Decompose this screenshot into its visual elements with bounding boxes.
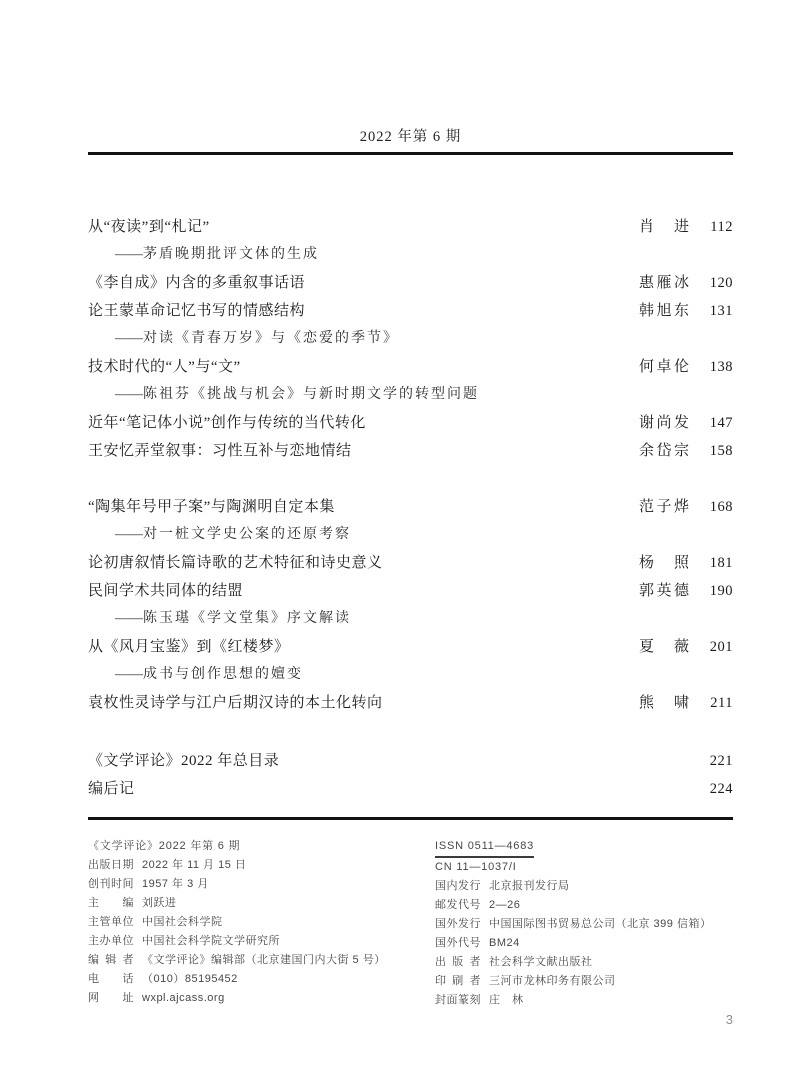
colophon-label: 印 刷 者 [435,974,481,987]
toc-entry [88,409,733,437]
toc-appendix-entry [88,775,733,803]
colophon-line [88,875,435,894]
toc-entry [88,577,733,633]
article-subtitle [88,605,733,633]
toc-entry-line [88,493,733,521]
toc-entry [88,297,733,353]
page-number: 3 [725,1012,733,1027]
colophon-value: 2—26 [489,898,521,911]
toc-list [88,213,733,717]
toc-entry-line [88,577,733,605]
colophon-label: 出版日期 [88,858,134,871]
colophon-value: 三河市龙林印务有限公司 [489,974,616,987]
toc-entry [88,437,733,465]
em-dash: —— [115,386,143,402]
toc-entry-line [88,549,733,577]
article-page-number: 112 [710,218,733,235]
colophon-label: 邮发代号 [435,898,481,911]
toc-entry-line [88,353,733,381]
em-dash: —— [115,610,143,626]
colophon-value: 中国社会科学院文学研究所 [142,934,280,947]
author-page-group [639,437,733,465]
colophon-line [435,934,733,953]
article-title: 论王蒙革命记忆书写的情感结构 [88,302,306,319]
article-author: 谢尚发 [639,414,689,431]
colophon-label: 出 版 者 [435,955,481,968]
article-subtitle-text: 陈祖芬《挑战与机会》与新时期文学的转型问题 [143,386,479,402]
toc-entry [88,269,733,297]
article-title: “陶集年号甲子案”与陶渊明自定本集 [88,498,335,515]
em-dash: —— [115,666,143,682]
article-author: 杨 照 [639,554,689,571]
article-page-number: 211 [710,694,733,711]
article-subtitle-text: 成书与创作思想的嬗变 [143,666,303,682]
author-page-group [639,493,733,521]
colophon-label: 主管单位 [88,915,134,928]
colophon-line [435,896,733,915]
colophon-value: BM24 [489,936,520,949]
colophon-label: 编 辑 者 [88,953,134,966]
colophon-line [88,856,435,875]
colophon-value: wxpl.ajcass.org [142,991,225,1004]
article-subtitle [88,381,733,409]
colophon-value: 北京报刊发行局 [489,879,570,892]
colophon-value: 1957 年 3 月 [142,877,209,890]
toc-entry-line [88,269,733,297]
article-page-number: 181 [709,554,733,571]
appendix-title: 编后记 [88,780,135,797]
colophon-rule [88,817,733,820]
colophon-line [435,837,733,858]
toc-entry-line [88,437,733,465]
toc-entry [88,689,733,717]
colophon-label: 创刊时间 [88,877,134,890]
colophon-line [435,858,733,877]
colophon-line [88,989,435,1008]
article-author: 熊 啸 [639,694,689,711]
appendix-page-number: 224 [709,780,733,797]
colophon-line [88,951,435,970]
colophon-right-column [435,837,733,1010]
colophon-label: 国外代号 [435,936,481,949]
colophon [88,837,733,1010]
colophon-line [435,972,733,991]
article-author: 夏 薇 [639,638,689,655]
toc-entry-line [88,297,733,325]
author-page-group [639,549,733,577]
colophon-label: 国外发行 [435,917,481,930]
colophon-line [88,913,435,932]
article-subtitle-text: 对一桩文学史公案的还原考察 [143,526,351,542]
colophon-line [435,915,733,934]
article-title: 《李自成》内含的多重叙事话语 [88,274,306,291]
article-title: 民间学术共同体的结盟 [88,582,244,599]
author-page-group [639,213,733,241]
author-page-group [639,689,733,717]
issue-header-title: 2022 年第 6 期 [359,129,462,145]
author-page-group [639,297,733,325]
article-page-number: 168 [709,498,733,515]
colophon-value: （010）85195452 [142,972,238,985]
toc-entry-line [88,213,733,241]
colophon-value: 社会科学文献出版社 [489,955,593,968]
article-page-number: 131 [709,302,733,319]
colophon-label: 封面篆刻 [435,993,481,1006]
toc-entry-line [88,633,733,661]
article-title: 技术时代的“人”与“文” [88,358,241,375]
toc-entry [88,493,733,549]
appendix-title: 《文学评论》2022 年总目录 [88,752,280,769]
colophon-label: 网 址 [88,991,134,1004]
colophon-value: 庄 林 [489,993,524,1006]
header-rule [88,152,733,155]
article-title: 论初唐叙情长篇诗歌的艺术特征和诗史意义 [88,554,383,571]
colophon-value: 中国国际图书贸易总公司（北京 399 信箱） [489,917,712,930]
article-author: 郭英德 [639,582,689,599]
article-author: 韩旭东 [639,302,689,319]
colophon-label: 国内发行 [435,879,481,892]
colophon-value: 中国社会科学院 [142,915,223,928]
article-author: 范子烨 [639,498,689,515]
colophon-text-line: CN 11—1037/I [435,860,517,873]
article-page-number: 201 [709,638,733,655]
toc-entry [88,633,733,689]
article-page-number: 147 [709,414,733,431]
colophon-value: 《文学评论》编辑部（北京建国门内大街 5 号） [142,953,386,966]
colophon-line [435,991,733,1010]
article-subtitle [88,325,733,353]
article-page-number: 120 [709,274,733,291]
article-subtitle-text: 茅盾晚期批评文体的生成 [143,246,319,262]
em-dash: —— [115,330,143,346]
colophon-line [435,877,733,896]
toc-entry [88,549,733,577]
article-title: 从“夜读”到“札记” [88,218,210,235]
toc-entry [88,353,733,409]
colophon-line [88,932,435,951]
author-page-group [639,269,733,297]
colophon-line [88,970,435,989]
article-subtitle [88,521,733,549]
article-page-number: 138 [709,358,733,375]
colophon-left-column [88,837,435,1010]
colophon-line [88,894,435,913]
article-title: 从《风月宝鉴》到《红楼梦》 [88,638,290,655]
colophon-value: 刘跃进 [142,896,177,909]
article-title: 袁枚性灵诗学与江户后期汉诗的本土化转向 [88,694,383,711]
article-subtitle [88,241,733,269]
article-subtitle [88,661,733,689]
appendix-page-number: 221 [709,752,733,769]
em-dash: —— [115,526,143,542]
article-author: 惠雁冰 [639,274,689,291]
toc-appendix-list [88,747,733,803]
article-title: 近年“笔记体小说”创作与传统的当代转化 [88,414,366,431]
article-subtitle-text: 陈玉璂《学文堂集》序文解读 [143,610,351,626]
toc-appendix-entry [88,747,733,775]
author-page-group [639,633,733,661]
author-page-group [639,409,733,437]
toc-entry-line [88,409,733,437]
colophon-label: 主办单位 [88,934,134,947]
issn-line: ISSN 0511—4683 [435,837,534,858]
colophon-value: 2022 年 11 月 15 日 [142,858,247,871]
colophon-line [435,953,733,972]
colophon-label: 主 编 [88,896,134,909]
author-page-group [639,353,733,381]
article-subtitle-text: 对读《青春万岁》与《恋爱的季节》 [143,330,399,346]
article-author: 余岱宗 [639,442,689,459]
em-dash: —— [115,246,143,262]
article-title: 王安忆弄堂叙事：习性互补与恋地情结 [88,442,352,459]
colophon-line [88,837,435,856]
author-page-group [639,577,733,605]
article-page-number: 190 [709,582,733,599]
article-page-number: 158 [709,442,733,459]
colophon-text-line: 《文学评论》2022 年第 6 期 [88,839,241,852]
colophon-label: 电 话 [88,972,134,985]
article-author: 肖 进 [639,218,689,235]
toc-entry-line [88,689,733,717]
toc-entry [88,213,733,269]
article-author: 何卓伦 [639,358,689,375]
